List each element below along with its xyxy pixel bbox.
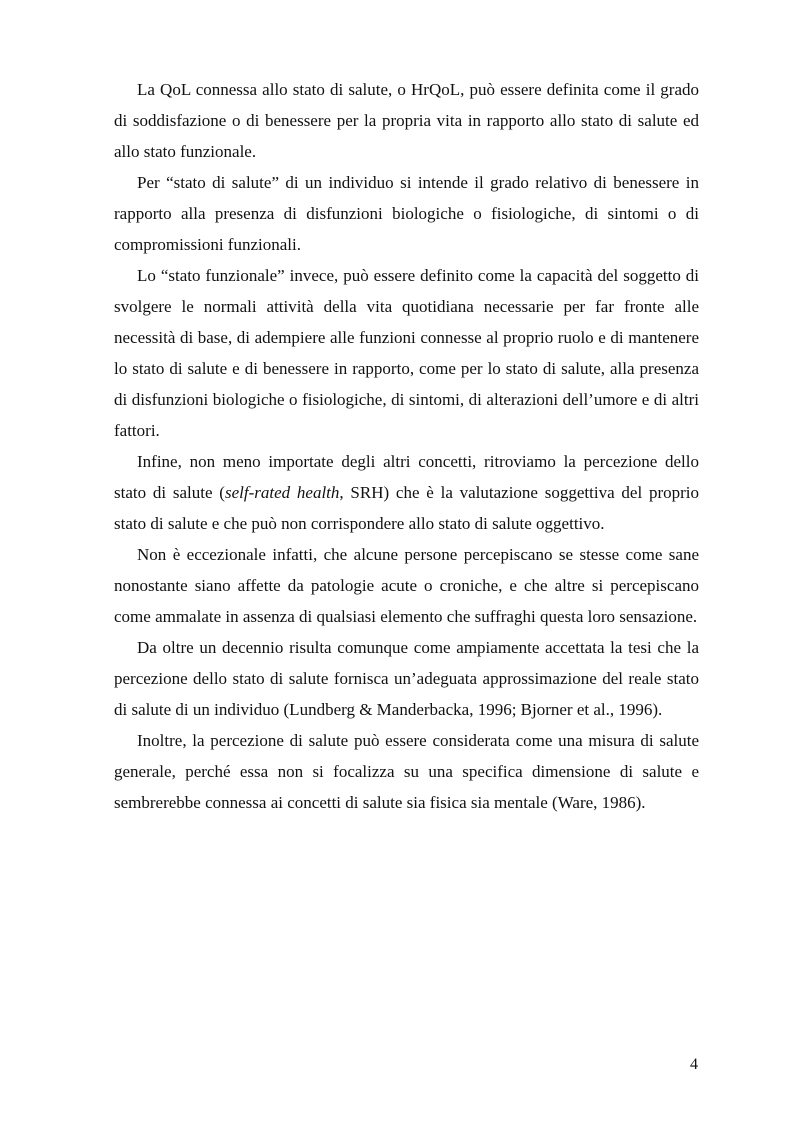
srh-text-before: Infine, non meno importate degli altri concetti, ritroviamo la percezione dello stato di salute ( — [114, 452, 699, 502]
paragraph-salute-generale: Inoltre, la percezione di salute può essere considerata come una misura di salute generale, perché essa non si focalizza su una specifica dimensione di salute e sembrerebbe connessa ai concetti di salute sia fisica sia mentale (Ware, 1986). — [114, 731, 699, 812]
srh-text-after: , SRH) che è la valutazione soggettiva del proprio stato di salute e che può non corrispondere allo stato di salute oggettivo. — [114, 483, 699, 533]
page-number: 4 — [690, 1056, 698, 1073]
paragraph-tesi-accettata: Da oltre un decennio risulta comunque come ampiamente accettata la tesi che la percezione dello stato di salute fornisca un’adeguata approssimazione del reale stato di salute di un individuo (Lundberg & Manderbacka, 1996; Bjorner et al., 1996). — [114, 638, 699, 719]
srh-italic-term: self-rated health — [224, 483, 340, 502]
paragraph-stato-di-salute: Per “stato di salute” di un individuo si intende il grado relativo di benessere in rapporto alla presenza di disfunzioni biologiche o fisiologiche, di sintomi o di compromissioni funzionali. — [114, 173, 699, 254]
paragraph-self-rated-health — [114, 446, 699, 539]
paragraph-hrqol-definition: La QoL connessa allo stato di salute, o HrQoL, può essere definita come il grado di soddisfazione o di benessere per la propria vita in rapporto allo stato di salute ed allo stato funzionale. — [114, 80, 699, 161]
paragraph-stato-funzionale: Lo “stato funzionale” invece, può essere definito come la capacità del soggetto di svolgere le normali attività della vita quotidiana necessarie per far fronte alle necessità di base, di adempiere alle funzioni connesse al proprio ruolo e di mantenere lo stato di salute e di benessere in rapporto, come per lo stato di salute, alla presenza di disfunzioni biologiche o fisiologiche, di sintomi, di alterazioni dell’umore e di altri fattori. — [114, 266, 699, 440]
paragraph-percezione-persone: Non è eccezionale infatti, che alcune persone percepiscano se stesse come sane nonostante siano affette da patologie acute o croniche, e che altre si percepiscano come ammalate in assenza di qualsiasi elemento che suffraghi questa loro sensazione. — [114, 545, 699, 626]
body-text — [114, 74, 699, 818]
